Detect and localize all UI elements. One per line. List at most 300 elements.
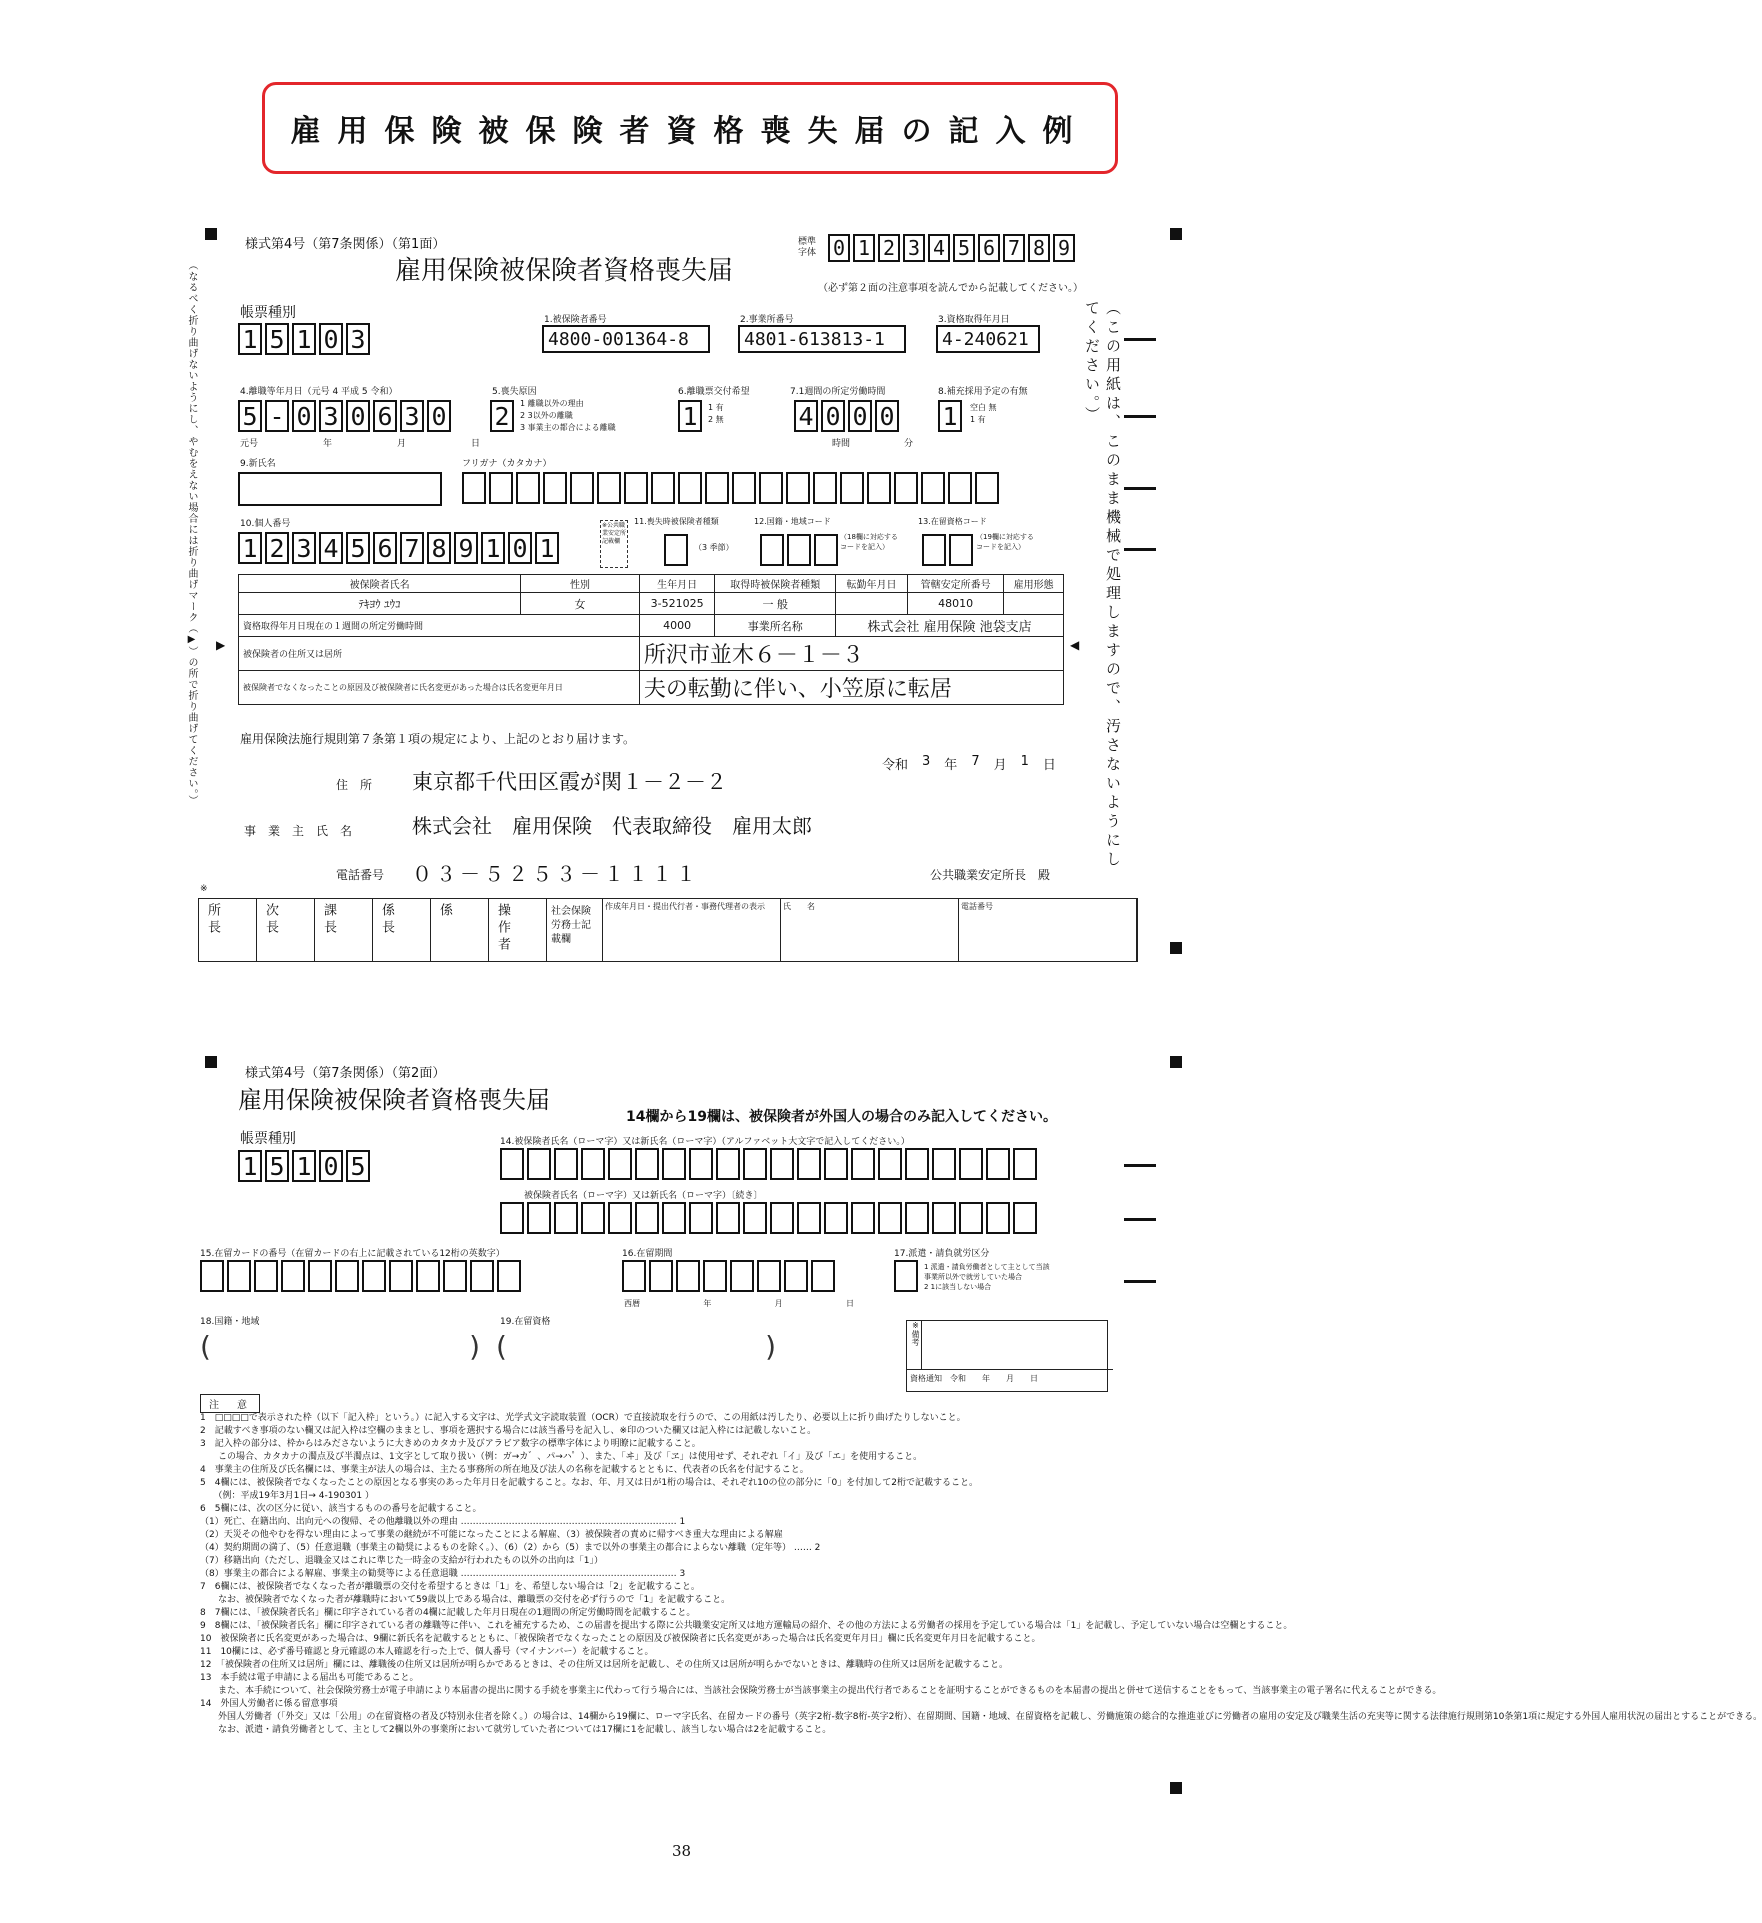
unit-day: 日 bbox=[470, 439, 480, 449]
char-box bbox=[678, 472, 702, 504]
margin-dash bbox=[1124, 548, 1156, 551]
date-year: 3 bbox=[922, 754, 931, 769]
field19-label: 19.在留資格 bbox=[500, 1317, 551, 1327]
address-label: 被保険者の住所又は居所 bbox=[239, 637, 640, 671]
option: 1 有 bbox=[708, 403, 724, 412]
char-box bbox=[716, 1202, 740, 1234]
char-box: 0 bbox=[821, 400, 845, 432]
note-line: （8）事業主の都合による解雇、事業主の勧奨等による任意退職 ……………………………………………………………… 3 bbox=[200, 1569, 686, 1579]
char-box bbox=[743, 1202, 767, 1234]
char-box bbox=[676, 1260, 700, 1292]
char-box bbox=[878, 1202, 902, 1234]
field8-options bbox=[970, 402, 997, 426]
margin-dash bbox=[1124, 338, 1156, 341]
field13-note: （19欄に対応するコードを記入） bbox=[976, 533, 1034, 551]
char-box bbox=[689, 1148, 713, 1180]
char-box bbox=[581, 1202, 605, 1234]
field10-individual-number bbox=[238, 532, 559, 564]
field16-label: 16.在留期間 bbox=[622, 1249, 673, 1259]
note-line: 9 8欄には、「被保険者氏名」欄に印字されている者の離職等に伴い、これを補充するため、この届書を提出する際に公共職業安定所又は地方運輸局の紹介、その他の方法による労働者の採用を予定している場合は「1」を記載し、予定していない場合は空欄とすること。 bbox=[200, 1621, 1293, 1631]
insured-info-table bbox=[238, 574, 1064, 705]
char-box: 2 bbox=[878, 234, 900, 262]
char-box bbox=[651, 472, 675, 504]
slip-type-boxes-2 bbox=[238, 1150, 370, 1182]
char-box: 0 bbox=[828, 234, 850, 262]
date-year-unit: 年 bbox=[944, 758, 958, 773]
char-box bbox=[905, 1202, 929, 1234]
char-box: 1 bbox=[481, 532, 505, 564]
char-box: 1 bbox=[238, 323, 262, 355]
table-row bbox=[239, 671, 1064, 705]
field6-options bbox=[708, 402, 724, 426]
char-box: 8 bbox=[427, 532, 451, 564]
note-line: 7 6欄には、被保険者でなくなった者が離職票の交付を希望するときは「1」を、希望しない場合は「2」を記載すること。 bbox=[200, 1582, 700, 1592]
char-box: 0 bbox=[292, 400, 316, 432]
char-box bbox=[362, 1260, 386, 1292]
law-text: 雇用保険法施行規則第７条第１項の規定により、上記のとおり届けます。 bbox=[240, 732, 636, 746]
unit-era: 元号 bbox=[240, 439, 259, 449]
table-value-row bbox=[239, 593, 1064, 615]
field14-roman-name-cont bbox=[500, 1202, 1037, 1234]
char-box bbox=[227, 1260, 251, 1292]
field19-status bbox=[496, 1330, 776, 1363]
field15-label: 15.在留カードの番号（在留カードの右上に記載されている12桁の英数字） bbox=[200, 1249, 505, 1259]
char-box: - bbox=[265, 400, 289, 432]
char-box bbox=[443, 1260, 467, 1292]
remarks-box bbox=[906, 1320, 1108, 1392]
field3-acquisition-date: 4-240621 bbox=[936, 325, 1040, 353]
form-title: 雇用保険被保険者資格喪失届 bbox=[395, 256, 734, 286]
margin-dash bbox=[1124, 1280, 1156, 1283]
char-box: 1 bbox=[238, 532, 262, 564]
machine-notice: （この用紙は、このまま機械で処理しますので、汚さないようにしてください。） bbox=[1083, 300, 1122, 870]
char-box: 9 bbox=[1053, 234, 1075, 262]
char-box bbox=[554, 1148, 578, 1180]
note-line: （7）移籍出向（ただし、退職金又はこれに準じた一時金の支給が行われたもの以外の出向は「1」） bbox=[200, 1556, 603, 1566]
option: 1 離職以外の理由 bbox=[520, 399, 584, 408]
field11-insured-type bbox=[664, 534, 688, 566]
paren-close: ) bbox=[765, 1330, 776, 1363]
paren-close: ) bbox=[469, 1330, 480, 1363]
char-box bbox=[254, 1260, 278, 1292]
char-box bbox=[527, 1148, 551, 1180]
field10-label: 10.個人番号 bbox=[240, 519, 291, 529]
date-month-unit: 月 bbox=[993, 758, 1007, 773]
standard-font-digits bbox=[828, 234, 1075, 262]
char-box bbox=[770, 1202, 794, 1234]
paren-open: ( bbox=[496, 1330, 507, 1363]
char-box bbox=[787, 534, 811, 566]
char-box: 0 bbox=[319, 323, 343, 355]
char-box: 5 bbox=[265, 323, 289, 355]
note-line: （例：平成19年3月1日→ 4-190301 ） bbox=[200, 1491, 374, 1501]
note-line: 12 「被保険者の住所又は居所」欄には、離職後の住所又は居所が明らかであるときは、その住所又は居所を記載し、その住所又は居所が明らかでないときは、離職時の住所又は居所を記載すること。 bbox=[200, 1660, 1008, 1670]
char-box bbox=[986, 1202, 1010, 1234]
char-box bbox=[851, 1148, 875, 1180]
stamp-cell bbox=[489, 899, 547, 961]
char-box bbox=[730, 1260, 754, 1292]
note-line: この場合、カタカナの濁点及び半濁点は、1文字として取り扱い（例：ガ→カ゛、パ→ハ゜）、また、「ヰ」及び「ヱ」は使用せず、それぞれ「イ」及び「エ」を使用すること。 bbox=[200, 1452, 923, 1462]
field8-replacement: 1 bbox=[938, 400, 962, 432]
char-box: 5 bbox=[265, 1150, 289, 1182]
char-box: 6 bbox=[373, 400, 397, 432]
char-box bbox=[608, 1202, 632, 1234]
unit-month: 月 bbox=[396, 439, 406, 449]
char-box bbox=[840, 472, 864, 504]
char-box: 3 bbox=[400, 400, 424, 432]
note-line: 13 本手続は電子申請による届出も可能であること。 bbox=[200, 1673, 419, 1683]
field17-label: 17.派遣・請負就労区分 bbox=[894, 1249, 990, 1259]
char-box bbox=[635, 1148, 659, 1180]
char-box bbox=[959, 1202, 983, 1234]
char-box bbox=[705, 472, 729, 504]
char-box bbox=[416, 1260, 440, 1292]
char-box: 0 bbox=[427, 400, 451, 432]
char-box: 3 bbox=[903, 234, 925, 262]
table-cell: ﾃｷﾖｳ ﾕｳｺ bbox=[239, 593, 521, 615]
note-line: （1）死亡、在籍出向、出向元への復帰、その他離職以外の理由 ……………………………………………………………… 1 bbox=[200, 1517, 686, 1527]
char-box: 1 bbox=[853, 234, 875, 262]
char-box bbox=[905, 1148, 929, 1180]
char-box bbox=[1013, 1148, 1037, 1180]
char-box: 3 bbox=[346, 323, 370, 355]
margin-dash bbox=[1124, 1164, 1156, 1167]
note-line: 3 記入枠の部分は、枠からはみださないように大きめのカタカナ及びアラビア数字の標準字体により明瞭に記載すること。 bbox=[200, 1439, 701, 1449]
field9-label: 9.新氏名 bbox=[240, 459, 276, 469]
char-box bbox=[389, 1260, 413, 1292]
char-box bbox=[732, 472, 756, 504]
date-month: 7 bbox=[971, 754, 980, 769]
char-box: 4 bbox=[319, 532, 343, 564]
field9-kana-boxes bbox=[462, 472, 999, 504]
char-box: 0 bbox=[319, 1150, 343, 1182]
note-line: 4 事業主の住所及び氏名欄には、事業主が法人の場合は、主たる事務所の所在地及び法人の名称を記載するとともに、代表者の氏名を付記すること。 bbox=[200, 1465, 809, 1475]
stamp-label: 係長 bbox=[379, 903, 394, 937]
char-box: 9 bbox=[454, 532, 478, 564]
office-stamp-table bbox=[198, 898, 1138, 962]
char-box bbox=[689, 1202, 713, 1234]
fold-mark-right: ◀ bbox=[1070, 638, 1080, 652]
margin-dash bbox=[1124, 1218, 1156, 1221]
corner-mark bbox=[1170, 228, 1182, 240]
field12-nationality-code bbox=[760, 534, 838, 566]
owner-address: 東京都千代田区霞が関１－２－２ bbox=[412, 770, 727, 794]
char-box: 5 bbox=[346, 1150, 370, 1182]
page-banner bbox=[262, 82, 1118, 174]
char-box bbox=[932, 1202, 956, 1234]
page-number: 38 bbox=[672, 1842, 692, 1860]
tel-label: 電話番号 bbox=[336, 868, 385, 882]
field2-office-number: 4801-613813-1 bbox=[738, 325, 906, 353]
char-box: 1 bbox=[238, 1150, 262, 1182]
char-box bbox=[543, 472, 567, 504]
field17-dispatch-type bbox=[894, 1260, 918, 1292]
field3-label: 3.資格取得年月日 bbox=[938, 315, 1010, 325]
corner-mark bbox=[1170, 942, 1182, 954]
margin-dash bbox=[1124, 487, 1156, 490]
field12-note: （18欄に対応するコードを記入） bbox=[840, 533, 898, 551]
field6-slip-request: 1 bbox=[678, 400, 702, 432]
remarks-line: 資格通知 令和 年 月 日 bbox=[907, 1369, 1113, 1387]
char-box bbox=[335, 1260, 359, 1292]
stamp-cell bbox=[199, 899, 257, 961]
char-box bbox=[1013, 1202, 1037, 1234]
char-box bbox=[757, 1260, 781, 1292]
char-box bbox=[759, 472, 783, 504]
unit-month: 月 bbox=[774, 1299, 783, 1308]
field1-label: 1.被保険者番号 bbox=[544, 315, 607, 325]
table-header-cell: 取得時被保険者種類 bbox=[715, 575, 836, 593]
note-line: 11 10欄には、必ず番号確認と身元確認の本人確認を行った上で、個人番号（マイナンバー）を記載すること。 bbox=[200, 1647, 654, 1657]
stamp-label: 所長 bbox=[205, 903, 220, 937]
field7-weekly-hours bbox=[794, 400, 899, 432]
char-box bbox=[662, 1148, 686, 1180]
unit-year: 年 bbox=[322, 439, 332, 449]
stamp-label: 課長 bbox=[321, 903, 336, 937]
sharoushi-column: 作成年月日・提出代行者・事務代理者の表示 bbox=[603, 899, 781, 961]
char-box: 1 bbox=[292, 1150, 316, 1182]
field9-kana-label: フリガナ（カタカナ） bbox=[462, 459, 552, 469]
char-box bbox=[814, 534, 838, 566]
char-box bbox=[527, 1202, 551, 1234]
char-box bbox=[281, 1260, 305, 1292]
unit-hours: 時間 bbox=[832, 439, 851, 449]
char-box bbox=[959, 1148, 983, 1180]
char-box bbox=[797, 1202, 821, 1234]
field18-label: 18.国籍・地域 bbox=[200, 1317, 260, 1327]
field13-status-code bbox=[922, 534, 973, 566]
hours-value: 4000 bbox=[639, 615, 715, 637]
char-box bbox=[770, 1148, 794, 1180]
paren-open: ( bbox=[200, 1330, 211, 1363]
field6-label: 6.離職票交付希望 bbox=[678, 387, 750, 397]
office-mark: ※ bbox=[200, 884, 208, 894]
char-box bbox=[597, 472, 621, 504]
char-box bbox=[554, 1202, 578, 1234]
date-day: 1 bbox=[1020, 754, 1029, 769]
table-cell bbox=[1004, 593, 1064, 615]
char-box bbox=[703, 1260, 727, 1292]
char-box bbox=[570, 472, 594, 504]
unit-year: 年 bbox=[703, 1299, 712, 1308]
char-box bbox=[649, 1260, 673, 1292]
table-row bbox=[239, 637, 1064, 671]
char-box bbox=[986, 1148, 1010, 1180]
unit-minutes: 分 bbox=[904, 439, 914, 449]
tel-value: ０３－５２５３－１１１１ bbox=[412, 862, 700, 886]
note-line: また、本手続について、社会保険労務士が電子申請により本届書の提出に関する手続を事業主に代わって行う場合には、当該社会保険労務士が当該事業主の提出代行者であることを証明することができるものを本届書の提出と併せて送信することをもって、当該事業主の電子署名に代えることができる。 bbox=[200, 1686, 1442, 1696]
char-box bbox=[921, 472, 945, 504]
table-cell: 48010 bbox=[907, 593, 1003, 615]
char-box: 7 bbox=[1003, 234, 1025, 262]
office-name: 株式会社 雇用保険 池袋支店 bbox=[836, 615, 1064, 637]
stamp-cell bbox=[315, 899, 373, 961]
char-box bbox=[824, 1148, 848, 1180]
sharoushi-column: 電話番号 bbox=[959, 899, 1137, 961]
field5-options bbox=[520, 398, 616, 434]
char-box bbox=[743, 1148, 767, 1180]
char-box: 2 bbox=[265, 532, 289, 564]
fold-mark-left: ▶ bbox=[216, 638, 226, 652]
stamp-cell bbox=[257, 899, 315, 961]
note-line: なお、派遣・請負労働者として、主として2欄以外の事業所において就労していた者については17欄に1を記載し、該当しない場合は2を記載すること。 bbox=[200, 1725, 832, 1735]
char-box: 0 bbox=[508, 532, 532, 564]
option: 空白 無 bbox=[970, 403, 997, 412]
char-box bbox=[813, 472, 837, 504]
char-box bbox=[784, 1260, 808, 1292]
table-header-cell: 雇用形態 bbox=[1004, 575, 1064, 593]
field8-label: 8.補充採用予定の有無 bbox=[938, 387, 1028, 397]
corner-mark bbox=[1170, 1782, 1182, 1794]
char-box: 0 bbox=[848, 400, 872, 432]
stamp-cell bbox=[373, 899, 431, 961]
corner-mark bbox=[205, 228, 217, 240]
field14-roman-name bbox=[500, 1148, 1037, 1180]
sharoushi-columns bbox=[603, 899, 1137, 961]
char-box: 7 bbox=[400, 532, 424, 564]
field11-label: 11.喪失時被保険者種類 bbox=[634, 517, 719, 526]
char-box bbox=[922, 534, 946, 566]
field9-new-name bbox=[238, 472, 442, 506]
table-header-cell: 性別 bbox=[521, 575, 640, 593]
char-box: 5 bbox=[953, 234, 975, 262]
note-line: 2 記載すべき事項のない欄又は記入枠は空欄のままとし、事項を選択する場合には該当番号を記入し、※印のついた欄又は記入枠には記載しないこと。 bbox=[200, 1426, 817, 1436]
char-box bbox=[200, 1260, 224, 1292]
field15-residence-card bbox=[200, 1260, 521, 1292]
char-box bbox=[500, 1202, 524, 1234]
reason-label: 被保険者でなくなったことの原因及び被保険者に氏名変更があった場合は氏名変更年月日 bbox=[239, 671, 640, 705]
table-cell: 女 bbox=[521, 593, 640, 615]
table-header-cell: 被保険者氏名 bbox=[239, 575, 521, 593]
char-box bbox=[516, 472, 540, 504]
field14-cont-label: 被保険者氏名（ローマ字）又は新氏名（ローマ字）〔続き〕 bbox=[524, 1191, 763, 1201]
table-cell bbox=[836, 593, 908, 615]
sharoushi-column: 氏 名 bbox=[781, 899, 959, 961]
char-box bbox=[608, 1148, 632, 1180]
char-box: 8 bbox=[1028, 234, 1050, 262]
char-box bbox=[716, 1148, 740, 1180]
option: 2 3以外の離職 bbox=[520, 411, 573, 420]
char-box bbox=[797, 1148, 821, 1180]
note-line: なお、被保険者でなくなった者が離職時において59歳以上である場合は、離職票の交付を必ず行うので「1」を記載すること。 bbox=[200, 1595, 731, 1605]
standard-font-label: 標準字体 bbox=[798, 237, 817, 258]
slip-type-boxes bbox=[238, 323, 370, 355]
option: 1 派遣・請負労働者として主として当該事業所以外で就労していた場合 bbox=[924, 1263, 1050, 1281]
char-box: 3 bbox=[292, 532, 316, 564]
field16-period-of-stay bbox=[622, 1260, 835, 1292]
char-box: 4 bbox=[928, 234, 950, 262]
fold-instruction: （なるべく折り曲げないようにし、やむをえない場合には折り曲げマーク（▶）の所で折り曲げてください。） bbox=[186, 260, 197, 806]
char-box bbox=[867, 472, 891, 504]
table-cell: 3-521025 bbox=[639, 593, 715, 615]
field2-label: 2.事業所番号 bbox=[740, 315, 794, 325]
char-box bbox=[622, 1260, 646, 1292]
char-box bbox=[948, 472, 972, 504]
table-header-cell: 転勤年月日 bbox=[836, 575, 908, 593]
unit-ad: 西暦 bbox=[624, 1299, 640, 1308]
char-box bbox=[462, 472, 486, 504]
char-box bbox=[932, 1148, 956, 1180]
char-box: 5 bbox=[346, 532, 370, 564]
foreign-worker-note: 14欄から19欄は、被保険者が外国人の場合のみ記入してください。 bbox=[626, 1109, 1057, 1125]
table-header-cell: 生年月日 bbox=[639, 575, 715, 593]
field5-label: 5.喪失原因 bbox=[492, 387, 537, 397]
option: 2 無 bbox=[708, 415, 724, 424]
form-number: 様式第4号（第7条関係）（第1面） bbox=[245, 237, 446, 252]
char-box: 0 bbox=[875, 400, 899, 432]
char-box: 4 bbox=[794, 400, 818, 432]
char-box bbox=[824, 1202, 848, 1234]
char-box bbox=[760, 534, 784, 566]
table-header-row bbox=[239, 575, 1064, 593]
field11-note: （3 季節） bbox=[694, 543, 734, 552]
note-line: 6 5欄には、次の区分に従い、該当するものの番号を記載すること。 bbox=[200, 1504, 482, 1514]
hours-label: 資格取得年月日現在の１週間の所定労働時間 bbox=[239, 615, 640, 637]
char-box bbox=[624, 472, 648, 504]
char-box bbox=[308, 1260, 332, 1292]
field12-label: 12.国籍・地域コード bbox=[754, 517, 831, 526]
stamp-cell bbox=[431, 899, 489, 961]
corner-mark bbox=[205, 1056, 217, 1068]
char-box bbox=[470, 1260, 494, 1292]
reason-value: 夫の転勤に伴い、小笠原に転居 bbox=[639, 671, 1063, 705]
notes-label: 注 意 bbox=[200, 1394, 260, 1413]
sharoushi-label: 社会保険労務士記載欄 bbox=[547, 899, 603, 961]
form-title-2: 雇用保険被保険者資格喪失届 bbox=[238, 1086, 550, 1114]
option: 2 1に該当しない場合 bbox=[924, 1283, 992, 1291]
char-box bbox=[786, 472, 810, 504]
field5-loss-reason: 2 bbox=[490, 400, 514, 432]
field4-separation-date bbox=[238, 400, 451, 432]
field17-options bbox=[924, 1262, 1054, 1292]
note-line: 14 外国人労働者に係る留意事項 bbox=[200, 1699, 338, 1709]
field1-insured-number: 4800-001364-8 bbox=[542, 325, 710, 353]
char-box: 5 bbox=[238, 400, 262, 432]
note-line: 外国人労働者（「外交」又は「公用」の在留資格の者及び特別永住者を除く。）の場合は、14欄から19欄に、ローマ字氏名、在留カードの番号（英字2桁-数字8桁-英字2桁）、在留期間、国籍・地域、在留資格を記載し、労働施策の総合的な推進並びに労働者の雇用の安定及び職業生活の充実等に関する法律施行規則第10条第1項に規定する外国人雇用状況の届出とすることができる。 bbox=[200, 1712, 1762, 1722]
note-line: 10 被保険者に氏名変更があった場合は、9欄に新氏名を記載するとともに、「被保険者でなくなったことの原因及び被保険者に氏名変更があった場合は氏名変更年月日」欄に氏名変更年月日を記載すること。 bbox=[200, 1634, 1041, 1644]
char-box: 3 bbox=[319, 400, 343, 432]
note-line: （4）契約期間の満了、（5）任意退職（事業主の勧奨によるものを除く。）、（6）（2）から（5）まで以外の事業主の都合によらない離職（定年等） …… 2 bbox=[200, 1543, 821, 1553]
note-line: 8 7欄には、「被保険者氏名」欄に印字されている者の4欄に記載した年月日現在の1週間の所定労働時間を記載すること。 bbox=[200, 1608, 696, 1618]
table-cell: 一 般 bbox=[715, 593, 836, 615]
banner-title: 雇用保険被保険者資格喪失届の記入例 bbox=[290, 114, 1090, 149]
field18-nationality bbox=[200, 1330, 480, 1363]
field7-label: 7.1週間の所定労働時間 bbox=[790, 387, 886, 397]
margin-dash bbox=[1124, 415, 1156, 418]
owner-name: 株式会社 雇用保険 代表取締役 雇用太郎 bbox=[412, 814, 812, 838]
char-box bbox=[581, 1148, 605, 1180]
note-line: 5 4欄には、被保険者でなくなったことの原因となる事実のあった年月日を記載すること。なお、年、月又は日が1桁の場合は、それぞれ10の位の部分に「0」を付加して2桁で記載すること。 bbox=[200, 1478, 978, 1488]
char-box: 6 bbox=[373, 532, 397, 564]
date-day-unit: 日 bbox=[1042, 758, 1056, 773]
option: 3 事業主の都合による離職 bbox=[520, 423, 616, 432]
char-box bbox=[878, 1148, 902, 1180]
option: 1 有 bbox=[970, 415, 986, 424]
slip-type-label: 帳票種別 bbox=[240, 305, 296, 321]
char-box bbox=[635, 1202, 659, 1234]
field4-label: 4.離職等年月日（元号 4 平成 5 令和） bbox=[240, 387, 398, 397]
standard-font-note: （必ず第２面の注意事項を読んでから記載してください。） bbox=[818, 283, 1083, 294]
unit-day: 日 bbox=[845, 1299, 854, 1308]
office-name-label: 事業所名称 bbox=[715, 615, 836, 637]
char-box bbox=[497, 1260, 521, 1292]
table-header-cell: 管轄安定所番号 bbox=[907, 575, 1003, 593]
notes-section bbox=[200, 1412, 1762, 1737]
field4-units bbox=[240, 436, 480, 449]
note-line: 1 □□□□で表示された枠（以下「記入枠」という。）に記入する文字は、光学式文字読取装置（OCR）で直接読取を行うので、この用紙は汚したり、必要以上に折り曲げたりしないこと。 bbox=[200, 1413, 966, 1423]
char-box: 6 bbox=[978, 234, 1000, 262]
char-box bbox=[949, 534, 973, 566]
